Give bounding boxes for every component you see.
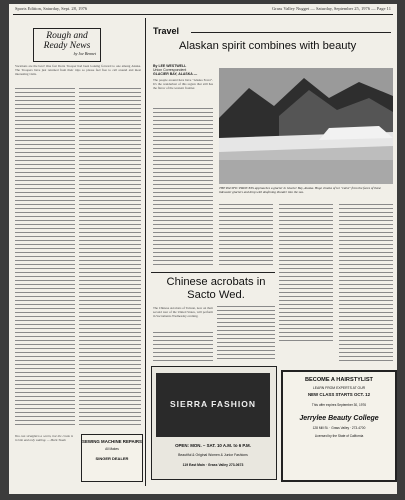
ad-beauty-school (281, 370, 397, 482)
second-story-col-1 (153, 332, 213, 362)
story-body-col-3 (279, 204, 333, 344)
column-body-text-2 (79, 88, 141, 428)
salon-tagline: Beautiful & Original Women & Junior Fashions (178, 453, 248, 457)
photo-caption: THE PACIFIC PRINCESS approaches a glacier in Glacier Bay, Alaska. Huge chunks of ice "calve" from the faces of these tidewater glaciers and drop with deafening thunder into the sea. (219, 186, 381, 194)
school-sub: LEARN FROM EXPERTS AT OUR (312, 386, 366, 390)
salon-name: SIERRA FASHION (170, 399, 256, 409)
second-story-col-2 (217, 306, 275, 362)
second-story-lede: The Chinese Acrobats of Taiwan, now on their second tour of the United States, will perform in Sacramento Wednesday evening. (153, 306, 213, 319)
column-quote: You can straighten a worm, but the crook is in him and only waiting. — Mark Twain (15, 434, 73, 443)
ad-sewing-machine (81, 434, 143, 482)
section-label: Travel (153, 26, 180, 36)
ad-salon (151, 366, 277, 480)
byline-org: Union Correspondent (153, 68, 187, 73)
page-header-right: Grass Valley Nugget — Saturday, September 25, 1976 — Page 11 (272, 6, 391, 11)
column-body-text-1 (15, 88, 75, 428)
story-body-col-2 (219, 204, 273, 268)
story-headline: Alaskan spirit combines with beauty (179, 40, 357, 52)
page-header-left: Sports Edition, Saturday, Sept. 28, 1976 (15, 6, 88, 11)
glacier-photo-image (219, 68, 393, 184)
salon-hours: OPEN: MON. – SAT. 10 A.M. to 6 P.M. (175, 443, 251, 448)
school-name: Jerrylee Beauty College (299, 415, 379, 422)
school-offer: This offer expires September 30, 1976 (311, 403, 367, 407)
salon-address: 119 East Main · Grass Valley 273-0673 (182, 463, 244, 467)
school-title: BECOME A HAIRSTYLIST (305, 377, 373, 383)
school-class-line: NEW CLASS STARTS OCT. 12 (307, 392, 371, 397)
salon-banner (156, 373, 270, 437)
sewing-brand: SINGER DEALER (95, 456, 129, 461)
story-lede: The people around here have "Alaska Fever". It's the wanderlust of this region that still has the flavor of the western frontier. (153, 78, 213, 91)
masthead-byline: by Joe Bennet (73, 51, 96, 56)
sewing-title: SEWING MACHINE REPAIRS (82, 439, 142, 444)
column-masthead (33, 28, 101, 62)
glacier-photo (219, 68, 393, 184)
byline-dateline: GLACIER BAY, ALASKA — (153, 72, 198, 77)
masthead-line-2: Ready News (43, 41, 91, 51)
masthead-line-1: Rough and (46, 31, 88, 41)
story-body-col-1 (153, 108, 213, 268)
school-address: 128 Mill St. · Grass Valley · 273-4700 (312, 426, 366, 430)
byline-name: By LEE WESTWELL (153, 64, 187, 68)
section-rule (191, 32, 391, 33)
header-rule (13, 14, 393, 15)
newspaper-page (9, 4, 397, 494)
second-story-rule (151, 272, 275, 273)
story-byline (153, 64, 213, 77)
column-intro: Vacations are the best! One fast Dorta Trooper had been looking forward to one among Alaska. The Troopers have just returned from their trips so please feel free to call around and meet interesting visits. (15, 64, 141, 77)
sewing-sub: All Makes (105, 447, 119, 451)
column-divider (145, 18, 146, 486)
story-body-col-4 (339, 204, 393, 364)
school-license: Licensed by the State of California (314, 434, 364, 438)
second-story-headline: Chinese acrobats in Sacto Wed. (166, 276, 266, 301)
